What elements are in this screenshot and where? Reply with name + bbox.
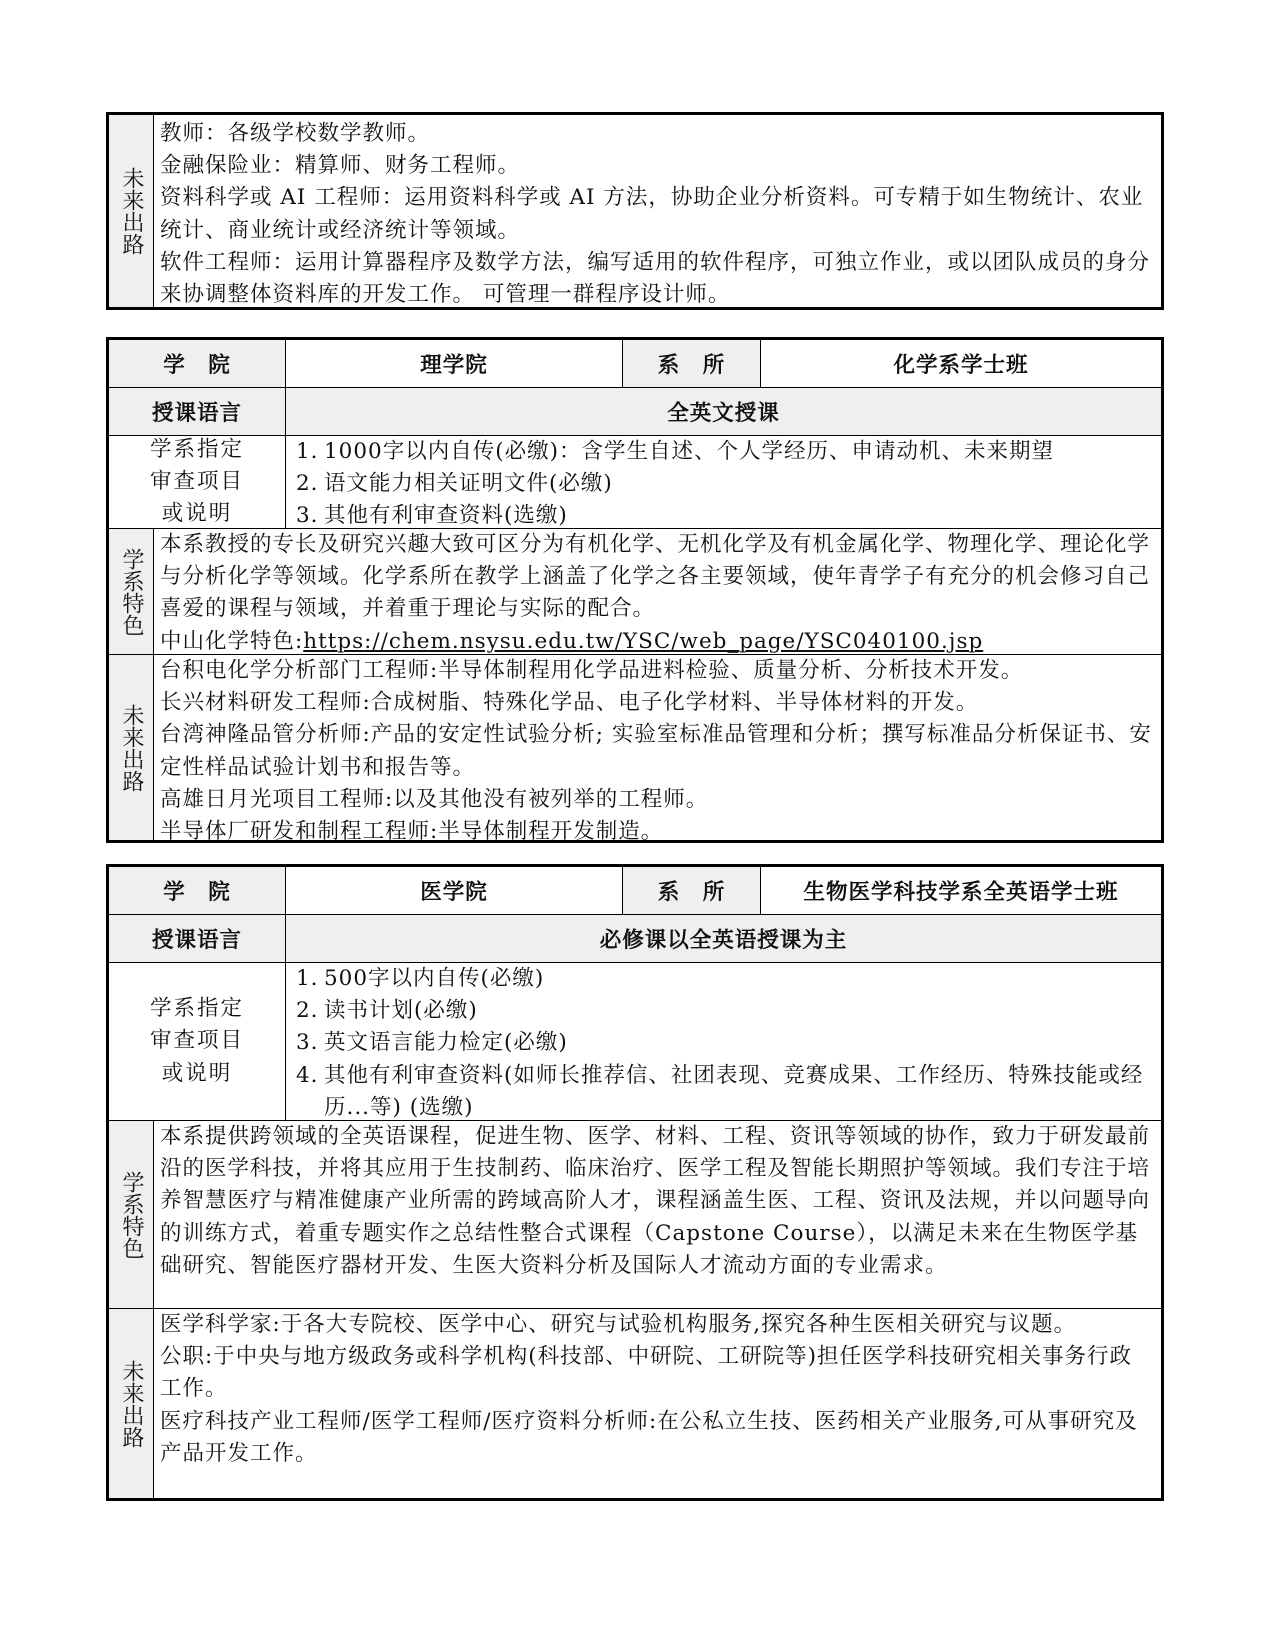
review-label-line: 学系指定	[149, 436, 244, 462]
review-item	[296, 468, 1153, 500]
features-body	[154, 1121, 1161, 1308]
language-row	[109, 387, 1161, 435]
careers-list	[154, 115, 1161, 307]
careers-label: 未来出路	[109, 115, 154, 307]
dept-label: 系 所	[622, 340, 760, 387]
careers-row	[109, 115, 1161, 307]
item-number: 1.	[296, 966, 319, 991]
review-item	[296, 500, 1153, 532]
review-item	[296, 1027, 1153, 1059]
career-item: 长兴材料研发工程师:合成树脂、特殊化学品、电子化学材料、半导体材料的开发。	[160, 690, 979, 716]
features-label: 学系特色	[109, 1121, 154, 1308]
header-row	[109, 867, 1161, 914]
college-label: 学 院	[109, 340, 285, 387]
features-body	[154, 529, 1161, 654]
college-value: 医学院	[285, 867, 622, 914]
item-text: 语文能力相关证明文件(必缴)	[324, 471, 613, 497]
item-number: 3.	[296, 1030, 319, 1056]
item-text: 读书计划(必缴)	[324, 998, 478, 1024]
careers-label: 未来出路	[109, 1309, 154, 1498]
item-number: 1.	[296, 439, 319, 464]
career-item: 高雄日月光项目工程师:以及其他没有被列举的工程师。	[160, 786, 709, 812]
features-text: 本系提供跨领域的全英语课程，促进生物、医学、材料、工程、资讯等领域的协作，致力于研发最前沿的医学科技，并将其应用于生技制药、临床治疗、医学工程及智能长期照护等领域。我们专注于培养智慧医疗与精准健康产业所需的跨域高阶人才，课程涵盖生医、工程、资讯及法规，并以问题导向的训练方式，着重专题实作之总结性整合式课程（Capstone Course），以满足未来在生物医学基础研究、智能医疗器材开发、生医大资料分析及国际人才流动方面的专业需求。	[160, 1124, 1151, 1278]
item-number: 3.	[296, 503, 319, 529]
review-label	[109, 436, 286, 528]
career-item: 软件工程师：运用计算器程序及数学方法，编写适用的软件程序，可独立作业，或以团队成员的身分来协调整体资料库的开发工作。 可管理一群程序设计师。	[160, 249, 1151, 308]
features-link-prefix: 中山化学特色:	[160, 628, 304, 654]
language-row	[109, 914, 1161, 962]
program-table-chemistry	[106, 337, 1164, 843]
language-value: 必修课以全英语授课为主	[285, 915, 1161, 962]
career-item: 台积电化学分析部门工程师:半导体制程用化学品进料检验、质量分析、分析技术开发。	[160, 658, 1024, 683]
language-label: 授课语言	[109, 915, 285, 962]
review-label	[109, 963, 286, 1120]
careers-list	[154, 1309, 1161, 1498]
review-item	[296, 995, 1153, 1027]
review-label-line: 审查项目	[149, 468, 244, 494]
review-label-line: 或说明	[161, 1060, 233, 1086]
review-label-line: 或说明	[161, 501, 233, 527]
careers-row	[109, 654, 1161, 845]
features-row	[109, 528, 1161, 654]
item-number: 4.	[296, 1062, 319, 1088]
language-label: 授课语言	[109, 388, 285, 435]
careers-row	[109, 1308, 1161, 1498]
item-number: 2.	[296, 998, 319, 1024]
item-text: 1000字以内自传(必缴)：含学生自述、个人学经历、申请动机、未来期望	[324, 439, 1054, 464]
careers-label: 未来出路	[109, 655, 154, 840]
item-text: 英文语言能力检定(必缴)	[324, 1030, 568, 1056]
program-table-biomedical	[106, 864, 1164, 1501]
features-label: 学系特色	[109, 529, 154, 654]
item-text: 其他有利审查资料(如师长推荐信、社团表现、竞赛成果、工作经历、特殊技能或经历...等) (选缴)	[324, 1062, 1144, 1120]
career-item: 台湾神隆品管分析师:产品的安定性试验分析; 实验室标准品管理和分析；撰写标准品分析保证书、安定性样品试验计划书和报告等。	[160, 722, 1152, 780]
item-text: 500字以内自传(必缴)	[324, 966, 545, 991]
career-item: 教师：各级学校数学教师。	[160, 121, 431, 146]
career-item: 公职:于中央与地方级政务或科学机构(科技部、中研院、工研院等)担任医学科技研究相关事务行政工作。	[160, 1344, 1133, 1402]
review-items	[286, 963, 1161, 1120]
features-row	[109, 1120, 1161, 1308]
features-link[interactable]: https://chem.nsysu.edu.tw/YSC/web_page/YSC040100.jsp	[303, 628, 984, 654]
career-block-math	[106, 112, 1164, 310]
review-item	[296, 436, 1153, 468]
career-item: 医学科学家:于各大专院校、医学中心、研究与试验机构服务,探究各种生医相关研究与议题。	[160, 1312, 1077, 1337]
dept-label: 系 所	[622, 867, 760, 914]
review-row	[109, 962, 1161, 1120]
careers-list	[154, 655, 1161, 845]
dept-value: 生物医学科技学系全英语学士班	[760, 867, 1161, 914]
college-value: 理学院	[285, 340, 622, 387]
career-item: 医疗科技产业工程师/医学工程师/医疗资料分析师:在公私立生技、医药相关产业服务,可从事研究及产品开发工作。	[160, 1408, 1138, 1466]
career-item: 金融保险业：精算师、财务工程师。	[160, 153, 521, 179]
features-link-line	[160, 626, 1153, 658]
review-label-line: 学系指定	[149, 996, 244, 1022]
review-label-line: 审查项目	[149, 1028, 244, 1054]
item-text: 其他有利审查资料(选缴)	[324, 503, 568, 529]
review-row	[109, 435, 1161, 528]
language-value: 全英文授课	[285, 388, 1161, 435]
review-item	[296, 1060, 1153, 1124]
career-item: 半导体厂研发和制程工程师:半导体制程开发制造。	[160, 819, 664, 845]
dept-value: 化学系学士班	[760, 340, 1161, 387]
item-number: 2.	[296, 471, 319, 497]
review-items	[286, 436, 1161, 528]
college-label: 学 院	[109, 867, 285, 914]
features-text: 本系教授的专长及研究兴趣大致可区分为有机化学、无机化学及有机金属化学、物理化学、理论化学与分析化学等领域。化学系所在教学上涵盖了化学之各主要领域，使年青学子有充分的机会修习自己喜爱的课程与领域，并着重于理论与实际的配合。	[160, 532, 1151, 622]
header-row	[109, 340, 1161, 387]
career-item: 资料科学或 AI 工程师：运用资料科学或 AI 方法，协助企业分析资料。可专精于如生物统计、农业统计、商业统计或经济统计等领域。	[160, 185, 1144, 243]
review-item	[296, 963, 1153, 995]
